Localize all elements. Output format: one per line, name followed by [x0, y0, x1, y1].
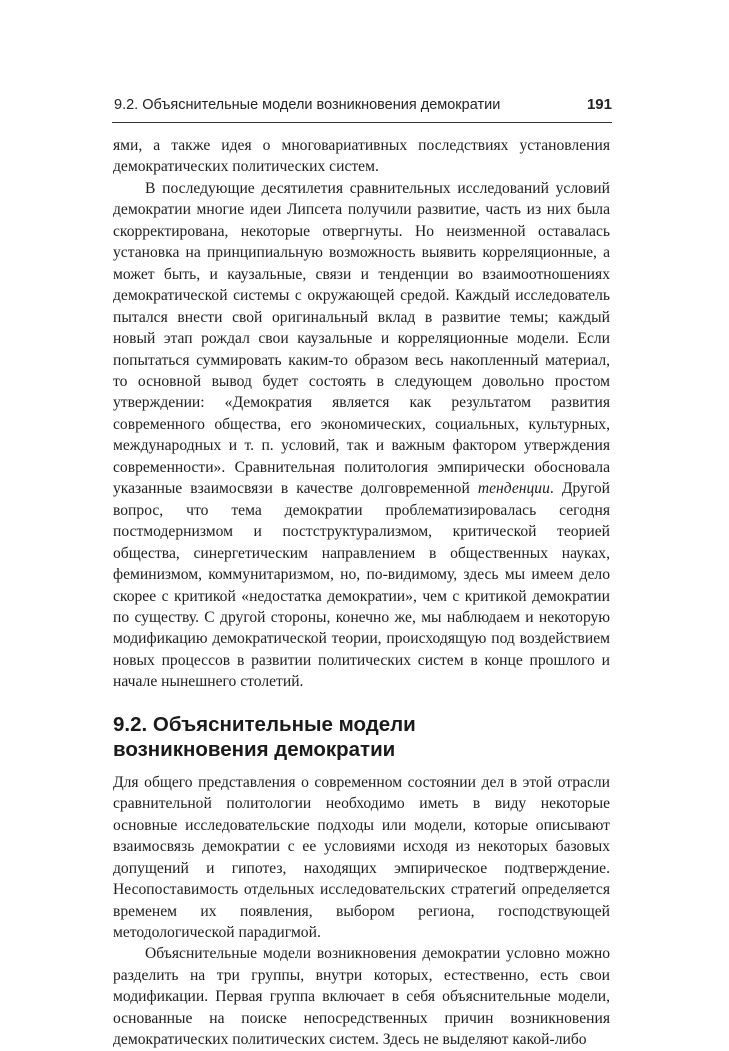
paragraph-explanatory-models: Объяснительные модели возникновения демократии условно можно разделить на три группы, внутри которых, естественно, есть свои модификации. Первая группа включает в себя объяснительные модели, основанные на поиске непосредственных причин возникновения демократических политических систем. Здесь не выделяют какой-либо: [113, 945, 610, 1049]
paragraph-text-part: В последующие десятилетия сравнительных исследований условий демократии многие идеи Липсета получили развитие, часть из них была скорректирована, некоторые отвергнуты. Но неизменной оставалась установка на принципиальную возможность выявить корреляционные, а может быть, и каузальные, связи и тенденции во взаимоотношениях демократической системы с окружающей средой. Каждый исследователь пытался внести свой оригинальный вклад в развитие темы; каждый новый этап рождал свои каузальные и корреляционные модели. Если попытаться суммировать каким-то образом весь накопленный материал, то основной вывод будет состоять в следующем довольно простом утверждении: «Демократия является как результатом развития современного общества, его экономических, социальных, культурных, международных и т. п. условий, так и важным фактором утверждения современности». Сравнительная политология эмпирически обосновала указанные взаимосвязи в качестве долговременной: [113, 179, 610, 498]
page-number: 191: [586, 96, 612, 113]
section-heading-line-1: 9.2. Объяснительные модели: [113, 712, 416, 736]
section-heading-line-2: возникновения демократии: [113, 737, 396, 761]
running-head: [112, 94, 612, 116]
header-rule: [112, 122, 612, 123]
paragraph-lipset-development: [113, 178, 610, 693]
italic-term: тенденции: [477, 480, 550, 498]
paragraph-research-approaches: Для общего представления о современном состоянии дел в этой отрасли сравнительной политологии необходимо иметь в виду некоторые основные исследовательские подходы или модели, которые описывают взаимосвязь демократии с ее условиями исходя из некоторых базовых допущений и гипотез, находящих эмпирическое подтверждение. Несопоставимость отдельных исследовательских стратегий определяется временем их появления, выбором региона, господствующей методологической парадигмой.: [113, 773, 610, 941]
body-text: [113, 135, 610, 1051]
paragraph-text-part: . Другой вопрос, что тема демократии проблематизировалась сегодня постмодернизмом и постструктурализмом, критической теорией общества, синергетическим направлением в общественных науках, феминизмом, коммунитаризмом, но, по-видимому, здесь мы имеем дело скорее с критикой «недостатка демократии», чем с критикой демократии по существу. С другой стороны, конечно же, мы наблюдаем и некоторую модификацию демократической теории, происходящую под воздействием новых процессов в развитии политических систем в конце прошлого и начале нынешнего столетий.: [113, 480, 610, 691]
paragraph-continuation: ями, а также идея о многовариативных последствиях установления демократических политических систем.: [113, 137, 610, 176]
section-heading: [113, 712, 610, 762]
running-head-title: 9.2. Объяснительные модели возникновения демократии: [114, 97, 501, 113]
